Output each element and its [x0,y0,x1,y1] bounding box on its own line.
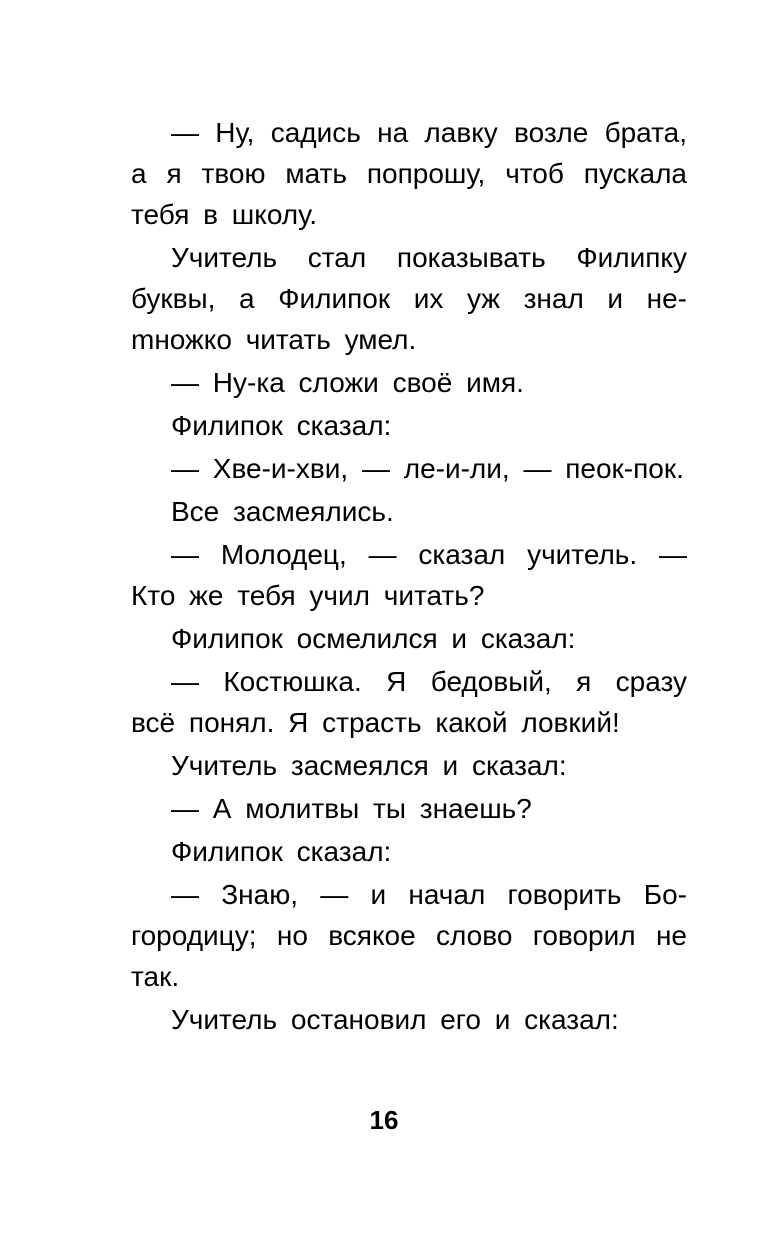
page-number: 16 [369,1105,399,1135]
page-text-block [131,112,687,1042]
paragraph-6: Все засмеялись. [171,496,394,527]
paragraph-3: — Ну-ка сложи своё имя. [171,367,524,398]
paragraph-4: Филипок сказал: [171,410,392,441]
paragraph-7: — Молодец, — сказал учитель. — Кто же тебя учил читать? [131,539,687,611]
paragraph-8: Филипок осмелился и сказал: [171,623,576,654]
paragraph-2: Учитель стал показывать Филипку буквы, а Филипок их уж знал и неmножко читать умел. [131,242,687,355]
paragraph-1: — Ну, садись на лавку возле брата, а я твою мать попрошу, чтоб пускала тебя в школу. [131,117,687,230]
paragraph-13: — Знаю, — и начал говорить Богородицу; но всякое слово говорил не так. [131,879,687,992]
paragraph-9: — Костюшка. Я бедовый, я сразу всё понял. Я страсть какой ловкий! [131,666,687,738]
paragraph-5: — Хве-и-хви, — ле-и-ли, — пеок-пок. [171,453,684,484]
paragraph-12: Филипок сказал: [171,836,392,867]
paragraph-14: Учитель остановил его и сказал: [171,1004,619,1035]
paragraph-11: — А молитвы ты знаешь? [171,793,532,824]
paragraph-10: Учитель засмеялся и сказал: [171,750,567,781]
